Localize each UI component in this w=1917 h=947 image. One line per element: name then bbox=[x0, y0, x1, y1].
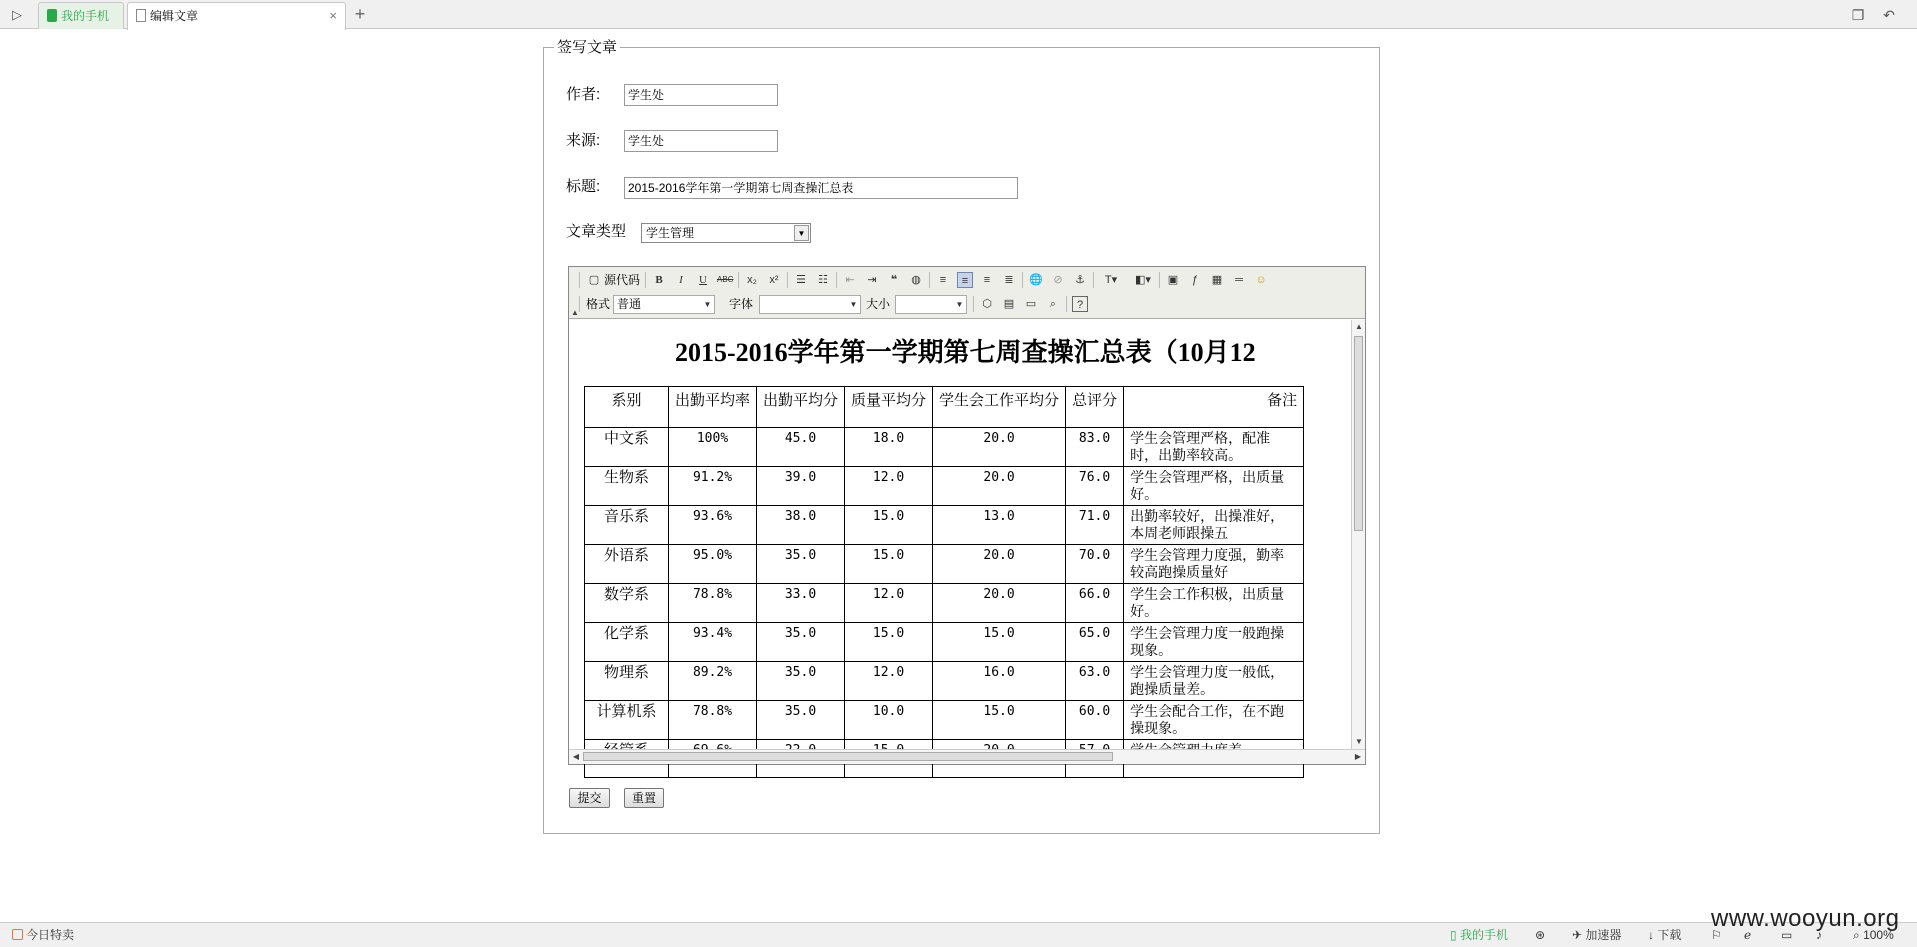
table-row bbox=[585, 467, 1304, 506]
value-cell: 15.0 bbox=[845, 545, 933, 584]
value-cell: 100% bbox=[669, 428, 757, 467]
indent-icon[interactable]: ⇥ bbox=[867, 274, 877, 286]
scroll-left-icon[interactable]: ◀ bbox=[572, 752, 580, 761]
value-cell: 65.0 bbox=[1066, 623, 1124, 662]
new-tab-button[interactable]: + bbox=[354, 4, 366, 24]
value-cell: 13.0 bbox=[933, 506, 1066, 545]
title-input[interactable]: 2015-2016学年第一学期第七周查操汇总表 bbox=[624, 177, 1018, 199]
size-select[interactable] bbox=[895, 295, 967, 314]
chevron-down-icon[interactable]: ▼ bbox=[794, 225, 809, 241]
value-cell: 76.0 bbox=[1066, 467, 1124, 506]
note-cell: 学生会配合工作，在不跑操现象。 bbox=[1124, 701, 1304, 740]
source-label: 来源: bbox=[566, 132, 601, 149]
subscript-icon[interactable]: x₂ bbox=[747, 274, 757, 286]
value-cell: 91.2% bbox=[669, 467, 757, 506]
note-cell: 学生会管理严格，出质量好。 bbox=[1124, 467, 1304, 506]
tab-edit-article[interactable] bbox=[127, 2, 346, 30]
align-center-icon[interactable]: ≡ bbox=[957, 272, 973, 288]
table-header-row bbox=[585, 387, 1304, 428]
value-cell: 20.0 bbox=[933, 584, 1066, 623]
note-cell: 学生会管理严格，配准时，出勤率较高。 bbox=[1124, 428, 1304, 467]
dept-cell: 数学系 bbox=[585, 584, 669, 623]
unlink-icon[interactable]: ⊘ bbox=[1053, 274, 1063, 286]
toolbar-separator bbox=[787, 272, 788, 288]
toolbar-separator bbox=[645, 272, 646, 288]
find-icon[interactable]: ⌕ bbox=[1049, 298, 1057, 310]
toolbar-separator bbox=[579, 272, 580, 288]
italic-icon[interactable]: I bbox=[679, 274, 683, 286]
flash-icon[interactable]: ƒ bbox=[1191, 274, 1199, 286]
source-code-button[interactable]: 源代码 bbox=[603, 273, 640, 287]
status-zoom[interactable]: ⌕ 100% bbox=[1853, 928, 1894, 942]
table-row bbox=[585, 506, 1304, 545]
scroll-up-icon[interactable]: ▲ bbox=[1355, 322, 1363, 331]
article-type-select[interactable] bbox=[641, 223, 811, 243]
sound-icon[interactable]: ♪ bbox=[1816, 928, 1822, 942]
table-row bbox=[585, 584, 1304, 623]
toolbar-separator bbox=[1066, 296, 1067, 312]
align-left-icon[interactable]: ≡ bbox=[939, 274, 947, 286]
value-cell: 95.0% bbox=[669, 545, 757, 584]
editor-toolbar bbox=[569, 267, 1365, 319]
phone-icon bbox=[47, 9, 57, 22]
dept-cell: 物理系 bbox=[585, 662, 669, 701]
value-cell: 63.0 bbox=[1066, 662, 1124, 701]
align-right-icon[interactable]: ≡ bbox=[983, 274, 991, 286]
sidebar-toggle-icon[interactable]: ▷ bbox=[12, 7, 22, 22]
value-cell: 39.0 bbox=[757, 467, 845, 506]
underline-icon[interactable]: U bbox=[699, 274, 707, 286]
value-cell: 12.0 bbox=[845, 584, 933, 623]
chevron-down-icon[interactable]: ▼ bbox=[955, 300, 964, 309]
table-row bbox=[585, 662, 1304, 701]
toolbar-separator bbox=[929, 272, 930, 288]
watermark: www.wooyun.org bbox=[1711, 905, 1900, 932]
ie-icon[interactable]: ℯ bbox=[1744, 928, 1752, 942]
horizontal-scrollbar[interactable] bbox=[569, 749, 1365, 764]
dept-cell: 外语系 bbox=[585, 545, 669, 584]
link-icon[interactable]: 🌐 bbox=[1029, 274, 1043, 286]
image-icon[interactable]: ▣ bbox=[1167, 274, 1179, 286]
col-header: 出勤平均分 bbox=[757, 387, 845, 428]
vertical-scrollbar[interactable] bbox=[1351, 320, 1365, 749]
smiley-icon[interactable]: ☺ bbox=[1255, 274, 1267, 286]
value-cell: 15.0 bbox=[933, 623, 1066, 662]
toolbar-separator bbox=[1093, 272, 1094, 288]
format-value: 普通 bbox=[617, 297, 642, 311]
browser-tab-bar bbox=[0, 0, 1917, 29]
value-cell: 20.0 bbox=[933, 545, 1066, 584]
undo-close-icon[interactable]: ↶ bbox=[1883, 7, 1895, 23]
value-cell: 20.0 bbox=[933, 467, 1066, 506]
value-cell: 78.8% bbox=[669, 584, 757, 623]
value-cell: 60.0 bbox=[1066, 701, 1124, 740]
value-cell: 70.0 bbox=[1066, 545, 1124, 584]
restore-tabs-icon[interactable]: ❐ bbox=[1851, 7, 1865, 23]
dept-cell: 中文系 bbox=[585, 428, 669, 467]
toolbar-separator bbox=[1022, 272, 1023, 288]
blockquote-icon[interactable]: ❝ bbox=[890, 274, 898, 286]
format-label: 格式 bbox=[586, 297, 611, 311]
value-cell: 35.0 bbox=[757, 623, 845, 662]
table-icon[interactable]: ▦ bbox=[1211, 274, 1223, 286]
editor-content[interactable] bbox=[569, 320, 1349, 749]
text-color-icon[interactable]: T▾ bbox=[1104, 274, 1118, 286]
col-header: 学生会工作平均分 bbox=[933, 387, 1066, 428]
value-cell: 33.0 bbox=[757, 584, 845, 623]
size-label: 大小 bbox=[866, 297, 891, 311]
superscript-icon[interactable]: x² bbox=[769, 274, 779, 286]
note-cell: 学生会管理力度强，勤率较高跑操质量好 bbox=[1124, 545, 1304, 584]
article-type-value: 学生管理 bbox=[646, 226, 695, 240]
submit-button[interactable]: 提交 bbox=[569, 788, 610, 808]
value-cell: 15.0 bbox=[845, 623, 933, 662]
value-cell: 93.6% bbox=[669, 506, 757, 545]
strike-icon[interactable]: ABC bbox=[717, 275, 734, 284]
bullet-list-icon[interactable]: ☷ bbox=[818, 274, 828, 286]
scroll-down-icon[interactable]: ▼ bbox=[1355, 737, 1363, 746]
form-legend: 签写文章 bbox=[554, 39, 620, 57]
scroll-thumb[interactable] bbox=[1354, 336, 1363, 531]
tab-label: 我的手机 bbox=[61, 9, 110, 23]
page-icon bbox=[136, 9, 146, 22]
value-cell: 15.0 bbox=[845, 506, 933, 545]
status-accelerator[interactable]: ✈ 加速器 bbox=[1572, 928, 1622, 942]
value-cell: 66.0 bbox=[1066, 584, 1124, 623]
collapse-toolbar-icon[interactable]: ▲ bbox=[571, 308, 579, 317]
outdent-icon[interactable]: ⇤ bbox=[845, 274, 855, 286]
title-label: 标题: bbox=[566, 178, 601, 195]
status-label: 我的手机 bbox=[1459, 928, 1508, 942]
bold-icon[interactable]: B bbox=[655, 274, 663, 286]
toolbar-separator bbox=[973, 296, 974, 312]
toolbar-separator bbox=[836, 272, 837, 288]
source-input[interactable]: 学生处 bbox=[624, 130, 778, 152]
font-label: 字体 bbox=[729, 297, 754, 311]
value-cell: 38.0 bbox=[757, 506, 845, 545]
col-header: 备注 bbox=[1124, 387, 1304, 428]
dept-cell: 音乐系 bbox=[585, 506, 669, 545]
author-input[interactable]: 学生处 bbox=[624, 84, 778, 106]
status-label: 100% bbox=[1863, 928, 1894, 942]
rich-text-editor bbox=[568, 266, 1366, 765]
scroll-right-icon[interactable]: ▶ bbox=[1354, 752, 1362, 761]
value-cell: 78.8% bbox=[669, 701, 757, 740]
tab-label: 编辑文章 bbox=[150, 9, 199, 23]
status-my-phone[interactable]: ▯ 我的手机 bbox=[1450, 928, 1508, 942]
close-tab-icon[interactable]: × bbox=[329, 8, 337, 23]
note-cell: 学生会工作积极，出质量好。 bbox=[1124, 584, 1304, 623]
status-bar bbox=[0, 922, 1917, 947]
chevron-down-icon[interactable]: ▼ bbox=[849, 300, 858, 309]
author-label: 作者: bbox=[566, 86, 601, 103]
col-header: 总评分 bbox=[1066, 387, 1124, 428]
table-row bbox=[585, 623, 1304, 662]
table-row bbox=[585, 701, 1304, 740]
source-icon[interactable]: ▢ bbox=[588, 274, 600, 286]
about-icon[interactable]: ? bbox=[1072, 296, 1088, 312]
div-icon[interactable]: ◍ bbox=[911, 274, 921, 286]
note-cell: 学生会管理力度一般跑操现象。 bbox=[1124, 623, 1304, 662]
table-row bbox=[585, 428, 1304, 467]
status-label: 加速器 bbox=[1585, 928, 1622, 942]
value-cell: 12.0 bbox=[845, 467, 933, 506]
ordered-list-icon[interactable]: ☰ bbox=[796, 274, 806, 286]
template-icon[interactable]: ⬡ bbox=[982, 298, 992, 310]
value-cell: 20.0 bbox=[933, 428, 1066, 467]
table-row bbox=[585, 545, 1304, 584]
col-header: 系别 bbox=[585, 387, 669, 428]
tab-my-phone[interactable] bbox=[38, 2, 124, 29]
chevron-down-icon[interactable]: ▼ bbox=[703, 300, 712, 309]
article-type-label: 文章类型 bbox=[566, 223, 627, 240]
value-cell: 35.0 bbox=[757, 545, 845, 584]
window-icon[interactable]: ▭ bbox=[1781, 928, 1793, 942]
value-cell: 10.0 bbox=[845, 701, 933, 740]
value-cell: 12.0 bbox=[845, 662, 933, 701]
value-cell: 89.2% bbox=[669, 662, 757, 701]
col-header: 出勤平均率 bbox=[669, 387, 757, 428]
flag-icon[interactable]: ⚐ bbox=[1711, 928, 1722, 942]
anchor-icon[interactable]: ⚓ bbox=[1075, 274, 1085, 286]
summary-table bbox=[584, 386, 1304, 778]
value-cell: 35.0 bbox=[757, 701, 845, 740]
value-cell: 45.0 bbox=[757, 428, 845, 467]
hr-icon[interactable]: ═ bbox=[1235, 274, 1243, 286]
value-cell: 71.0 bbox=[1066, 506, 1124, 545]
special-char-icon[interactable]: ▤ bbox=[1003, 298, 1015, 310]
dept-cell: 化学系 bbox=[585, 623, 669, 662]
document-title: 2015-2016学年第一学期第七周查操汇总表（10月12 bbox=[675, 338, 1256, 367]
toolbar-separator bbox=[1159, 272, 1160, 288]
reset-button[interactable]: 重置 bbox=[624, 788, 664, 808]
justify-icon[interactable]: ≣ bbox=[1004, 274, 1014, 286]
scroll-thumb[interactable] bbox=[583, 752, 1113, 761]
note-cell: 学生会管理力度一般低，跑操质量差。 bbox=[1124, 662, 1304, 701]
font-select[interactable] bbox=[759, 295, 861, 314]
toolbar-separator bbox=[738, 272, 739, 288]
value-cell: 35.0 bbox=[757, 662, 845, 701]
col-header: 质量平均分 bbox=[845, 387, 933, 428]
dept-cell: 计算机系 bbox=[585, 701, 669, 740]
format-select[interactable] bbox=[613, 295, 715, 314]
maximize-icon[interactable]: ▭ bbox=[1025, 298, 1037, 310]
value-cell: 18.0 bbox=[845, 428, 933, 467]
daily-deals-link[interactable] bbox=[12, 923, 74, 947]
status-label: 今日特卖 bbox=[26, 928, 75, 942]
value-cell: 83.0 bbox=[1066, 428, 1124, 467]
gift-icon bbox=[12, 929, 23, 940]
bg-color-icon[interactable]: ◧▾ bbox=[1135, 274, 1151, 286]
value-cell: 93.4% bbox=[669, 623, 757, 662]
status-download[interactable]: ↓ 下载 bbox=[1648, 928, 1682, 942]
value-cell: 16.0 bbox=[933, 662, 1066, 701]
value-cell: 15.0 bbox=[933, 701, 1066, 740]
dept-cell: 生物系 bbox=[585, 467, 669, 506]
note-cell: 出勤率较好，出操准好，本周老师跟操五 bbox=[1124, 506, 1304, 545]
status-label: 下载 bbox=[1657, 928, 1682, 942]
shield-icon[interactable]: ⊛ bbox=[1535, 928, 1546, 942]
